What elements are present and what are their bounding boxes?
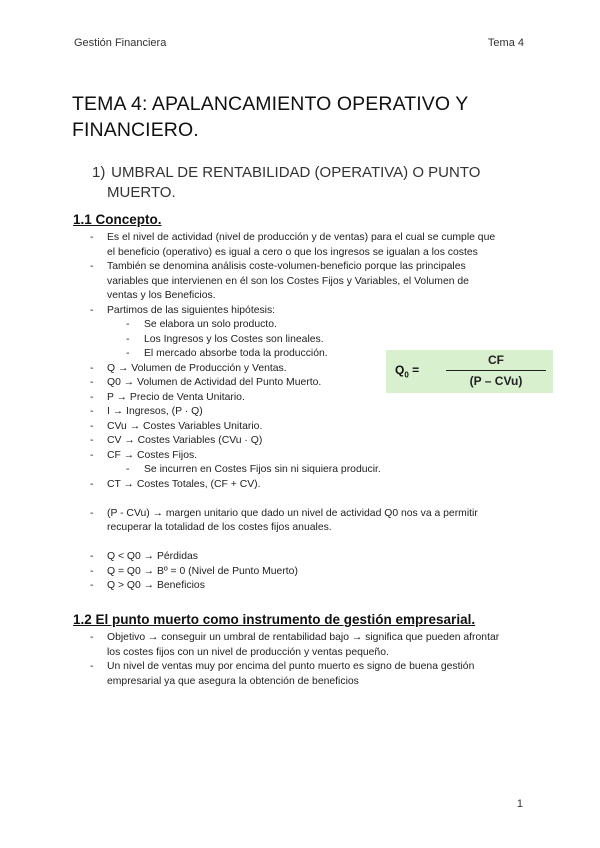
formula-numerator: CF xyxy=(488,353,504,367)
list-item: - P → Precio de Venta Unitario. xyxy=(90,391,245,403)
break-even-formula xyxy=(386,350,553,393)
list-item: - CVu → Costes Variables Unitario. xyxy=(90,420,263,432)
list-item: - Q0 → Volumen de Actividad del Punto Muerto. xyxy=(90,377,322,388)
list-item: - Es el nivel de actividad (nivel de producción y de ventas) para el cual se cumple que el beneficio (operativo) es igual a cero o que los ingresos se igualan a los costes xyxy=(90,232,496,258)
header-topic: Tema 4 xyxy=(487,37,524,49)
list-item: - I → Ingresos, (P · Q) xyxy=(90,406,203,417)
list-item: - Partimos de las siguientes hipótesis: xyxy=(90,304,276,316)
concept-list xyxy=(90,231,540,594)
section-number: 1) xyxy=(92,164,106,181)
list-item: - Un nivel de ventas muy por encima del punto muerto es signo de buena gestión empresarial ya que asegura la obtención de beneficios xyxy=(90,661,475,687)
heading-concepto: 1.1 Concepto. xyxy=(73,212,162,227)
list-item: - (P - CVu) → margen unitario que dado un nivel de actividad Q0 nos va a permitir recuperar la totalidad de los costes fijos anuales. xyxy=(90,507,478,533)
list-item: - También se denomina análisis coste-volumen-beneficio porque las principales variables que intervienen en él son los Costes Fijos y Variables, el Volumen de ventas y los Beneficios. xyxy=(90,261,469,301)
sub-list-item: - El mercado absorbe toda la producción. xyxy=(126,348,328,359)
list-item: - CT → Costes Totales, (CF + CV). xyxy=(90,478,261,490)
formula-lhs: $Q_0$ = xyxy=(395,363,420,380)
page-number: 1 xyxy=(516,798,523,810)
list-item: - Objetivo → conseguir un umbral de rentabilidad bajo → significa que pueden afrontar los costes fijos con un nivel de producción y ventas pequeño. xyxy=(90,632,500,658)
sub-list-item: - Los Ingresos y los Costes son lineales. xyxy=(126,333,324,345)
section-title xyxy=(92,163,480,203)
page-title: TEMA 4: APALANCAMIENTO OPERATIVO Y FINANCIERO. xyxy=(72,93,469,141)
formula-denominator: (P – CVu) xyxy=(469,374,523,388)
fraction-bar xyxy=(446,370,546,371)
sub-list-item: - Se incurren en Costes Fijos sin ni siquiera producir. xyxy=(126,464,381,475)
sub-list-item: - Se elabora un solo producto. xyxy=(126,319,277,330)
list-item: - Q > Q0 → Beneficios xyxy=(90,580,205,591)
heading-gestion: 1.2 El punto muerto como instrumento de gestión empresarial. xyxy=(73,612,476,627)
list-item: - Q = Q0 → Bº = 0 (Nivel de Punto Muerto) xyxy=(90,565,298,577)
list-item: - CF → Costes Fijos. xyxy=(90,449,198,461)
header-subject: Gestión Financiera xyxy=(74,37,167,49)
list-item: - Q → Volumen de Producción y Ventas. xyxy=(90,362,287,374)
list-item: - CV → Costes Variables (CVu · Q) xyxy=(90,435,263,446)
management-list xyxy=(90,631,540,689)
list-item: - Q < Q0 → Pérdidas xyxy=(90,551,198,562)
section-title-line1: UMBRAL DE RENTABILIDAD (OPERATIVA) O PUNTO xyxy=(111,164,481,181)
section-title-line2: MUERTO. xyxy=(107,184,176,201)
